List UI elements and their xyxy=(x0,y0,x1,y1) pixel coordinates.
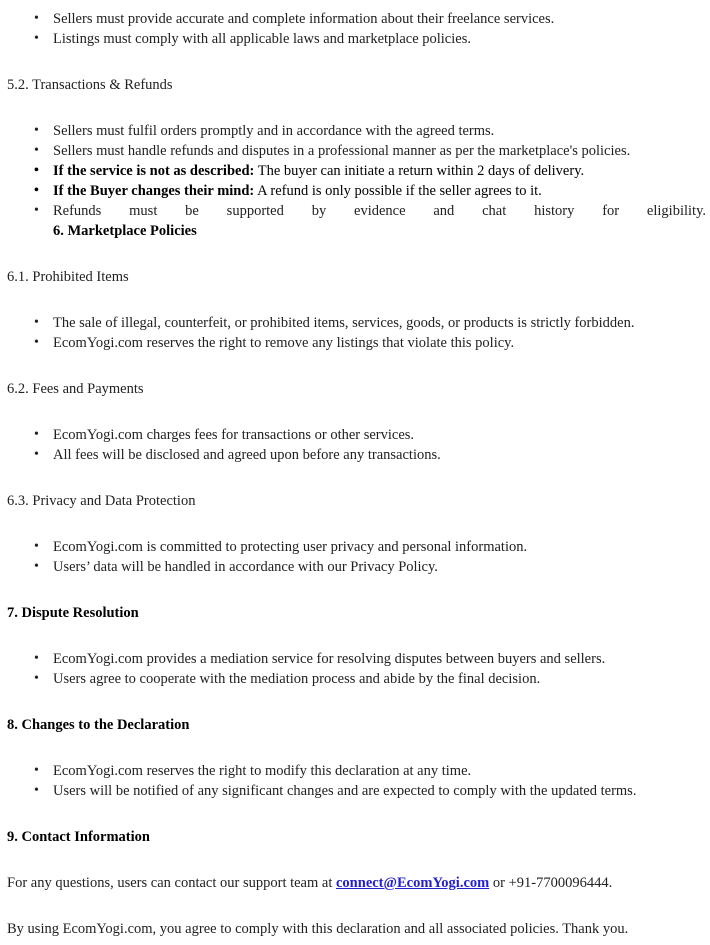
section-heading: 8. Changes to the Declaration xyxy=(7,717,190,733)
text-run: The buyer can initiate a return within 2 days of delivery. xyxy=(254,163,585,179)
text-run: EcomYogi.com charges fees for transactions or other services. xyxy=(53,427,415,443)
text-run: Users agree to cooperate with the mediation process and abide by the final decision. xyxy=(53,671,541,687)
bold-text-run: If the Buyer changes their mind: xyxy=(53,183,255,199)
text-run: or +91-7700096444. xyxy=(489,875,613,891)
bold-text-run: 6. Marketplace Policies xyxy=(53,223,197,239)
text-run: Sellers must fulfil orders promptly and in accordance with the agreed terms. xyxy=(53,123,495,139)
email-link[interactable]: connect@EcomYogi.com xyxy=(336,875,490,891)
text-run: Listings must comply with all applicable laws and marketplace policies. xyxy=(53,31,471,47)
bullet-item xyxy=(53,761,706,781)
bullet-item xyxy=(53,781,706,801)
text-run: EcomYogi.com reserves the right to modify this declaration at any time. xyxy=(53,763,472,779)
paragraph xyxy=(7,873,706,893)
section-heading: 5.2. Transactions & Refunds xyxy=(7,77,173,93)
bullet-item xyxy=(53,201,706,241)
bullet-item xyxy=(53,537,706,557)
bullet-item xyxy=(53,121,706,141)
bullet-item xyxy=(53,9,706,29)
text-run: Refunds must be supported by evidence and chat history for eligibility. xyxy=(53,203,706,219)
section-heading: 7. Dispute Resolution xyxy=(7,605,139,621)
paragraph xyxy=(7,919,706,939)
bullet-item xyxy=(53,425,706,445)
bullet-item xyxy=(53,333,706,353)
bullet-list xyxy=(7,425,706,465)
text-run: By using EcomYogi.com, you agree to comply with this declaration and all associated policies. Thank you. xyxy=(7,921,629,937)
section-heading: 9. Contact Information xyxy=(7,829,150,845)
text-run: Sellers must handle refunds and disputes in a professional manner as per the marketplace's policies. xyxy=(53,143,631,159)
list-sub-line xyxy=(53,221,706,241)
bullet-item xyxy=(53,29,706,49)
bullet-item xyxy=(53,649,706,669)
text-run: EcomYogi.com is committed to protecting user privacy and personal information. xyxy=(53,539,528,555)
text-run: The sale of illegal, counterfeit, or prohibited items, services, goods, or products is strictly forbidden. xyxy=(53,315,635,331)
bold-text-run: If the service is not as described: xyxy=(53,163,255,179)
bullet-list xyxy=(7,761,706,801)
text-run: EcomYogi.com reserves the right to remove any listings that violate this policy. xyxy=(53,335,515,351)
bullet-item xyxy=(53,669,706,689)
bullet-list xyxy=(7,649,706,689)
bullet-item xyxy=(53,161,706,181)
bullet-list xyxy=(7,313,706,353)
text-run: Sellers must provide accurate and complete information about their freelance services. xyxy=(53,11,555,27)
text-run: Users’ data will be handled in accordance with our Privacy Policy. xyxy=(53,559,438,575)
document-body xyxy=(7,9,706,939)
bullet-list xyxy=(7,121,706,241)
bullet-list xyxy=(7,9,706,49)
bullet-list xyxy=(7,537,706,577)
text-run: All fees will be disclosed and agreed upon before any transactions. xyxy=(53,447,441,463)
text-run: For any questions, users can contact our support team at xyxy=(7,875,336,891)
section-heading: 6.1. Prohibited Items xyxy=(7,269,129,285)
bullet-item xyxy=(53,557,706,577)
bullet-item xyxy=(53,445,706,465)
text-run: EcomYogi.com provides a mediation service for resolving disputes between buyers and sellers. xyxy=(53,651,606,667)
bullet-item xyxy=(53,181,706,201)
bullet-item xyxy=(53,313,706,333)
justified-line xyxy=(53,201,706,221)
section-heading: 6.3. Privacy and Data Protection xyxy=(7,493,196,509)
text-run: A refund is only possible if the seller agrees to it. xyxy=(254,183,542,199)
section-heading: 6.2. Fees and Payments xyxy=(7,381,144,397)
bullet-item xyxy=(53,141,706,161)
text-run: Users will be notified of any significant changes and are expected to comply with the updated terms. xyxy=(53,783,637,799)
